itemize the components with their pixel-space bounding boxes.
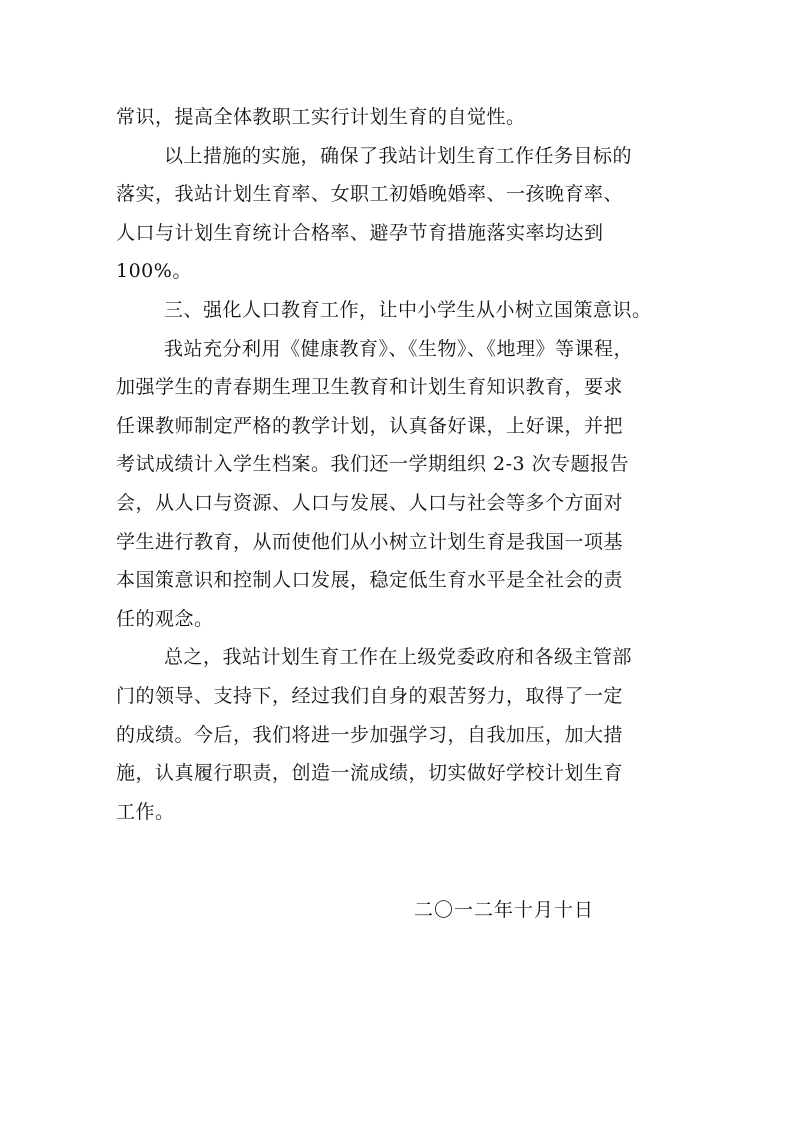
text-line: 任课教师制定严格的教学计划，认真备好课，上好课，并把 [116,414,624,437]
text-line: 门的领导、支持下，经过我们自身的艰苦努力，取得了一定 [116,684,624,707]
text-line: 100%。 [116,260,192,283]
text-line: 施，认真履行职责，创造一流成绩，切实做好学校计划生育 [116,762,624,785]
text-line: 加强学生的青春期生理卫生教育和计划生育知识教育，要求 [116,376,624,399]
text-line: 学生进行教育，从而使他们从小树立计划生育是我国一项基 [116,530,624,553]
document-body [116,98,678,831]
text-line: 落实，我站计划生育率、女职工初婚晚婚率、一孩晚育率、 [116,183,624,206]
document-date: 二〇一二年十月十日 [414,899,595,921]
section-heading: 三、强化人口教育工作，让中小学生从小树立国策意识。 [164,298,652,321]
text-line: 常识，提高全体教职工实行计划生育的自觉性。 [116,106,526,128]
paragraph-start-line: 以上措施的实施，确保了我站计划生育工作任务目标的 [164,144,633,167]
text-line: 会，从人口与资源、人口与发展、人口与社会等多个方面对 [116,491,624,514]
paragraph-start-line: 我站充分利用《健康教育》、《生物》、《地理》等课程， [164,337,634,360]
text-line: 人口与计划生育统计合格率、避孕节育措施落实率均达到 [116,221,604,244]
text-line: 的成绩。今后，我们将进一步加强学习，自我加压，加大措 [116,723,624,746]
text-line: 考试成绩计入学生档案。我们还一学期组织 2-3 次专题报告 [116,453,630,476]
paragraph-start-line: 总之，我站计划生育工作在上级党委政府和各级主管部 [164,646,633,669]
text-line: 任的观念。 [116,607,214,630]
text-line: 本国策意识和控制人口发展，稳定低生育水平是全社会的责 [116,569,624,592]
text-line: 工作。 [116,800,175,823]
